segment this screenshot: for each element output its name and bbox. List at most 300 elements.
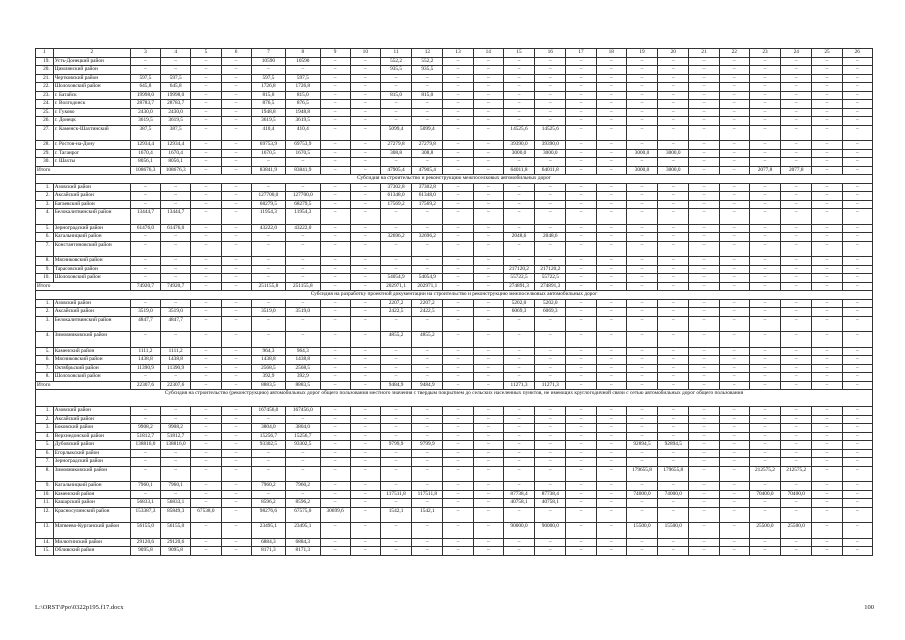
value-cell: 10590 bbox=[251, 57, 285, 66]
column-number: 16 bbox=[535, 49, 566, 58]
value-cell: – bbox=[658, 141, 689, 150]
value-cell: 6884,3 bbox=[286, 538, 320, 547]
value-cell: – bbox=[781, 57, 812, 66]
value-cell: – bbox=[689, 356, 719, 365]
value-cell: – bbox=[320, 125, 350, 141]
value-cell: 3000,0 bbox=[626, 166, 657, 175]
value-cell: – bbox=[473, 373, 503, 382]
value-cell: – bbox=[812, 332, 842, 348]
row-number: 8. bbox=[36, 466, 54, 482]
value-cell: – bbox=[350, 407, 380, 416]
value-cell: – bbox=[191, 482, 221, 491]
value-cell: – bbox=[350, 209, 380, 225]
value-cell: – bbox=[221, 356, 251, 365]
value-cell: – bbox=[596, 265, 626, 274]
value-cell: – bbox=[626, 141, 657, 150]
table-row bbox=[36, 441, 873, 450]
value-cell: – bbox=[781, 373, 812, 382]
value-cell: – bbox=[130, 241, 160, 257]
value-cell: – bbox=[443, 490, 473, 499]
value-cell: – bbox=[221, 523, 251, 539]
value-cell: – bbox=[191, 100, 221, 109]
value-cell: – bbox=[161, 466, 191, 482]
value-cell: – bbox=[812, 158, 842, 167]
value-cell: – bbox=[443, 347, 473, 356]
value-cell: 6884,3 bbox=[251, 538, 285, 547]
value-cell: 4855,2 bbox=[380, 332, 411, 348]
value-cell: – bbox=[443, 257, 473, 266]
district-name: Мясниковский район bbox=[53, 356, 130, 365]
value-cell: – bbox=[473, 441, 503, 450]
value-cell: – bbox=[443, 407, 473, 416]
value-cell: 5202,0 bbox=[535, 299, 566, 308]
value-cell: – bbox=[191, 458, 221, 467]
column-number: 23 bbox=[749, 49, 780, 58]
value-cell: – bbox=[286, 458, 320, 467]
value-cell: – bbox=[191, 74, 221, 83]
value-cell: – bbox=[566, 74, 596, 83]
row-number: 26. bbox=[36, 117, 54, 126]
value-cell: 217120,2 bbox=[503, 265, 534, 274]
value-cell: – bbox=[658, 507, 689, 523]
district-name: Азовский район bbox=[53, 299, 130, 308]
value-cell: – bbox=[842, 547, 872, 556]
value-cell: – bbox=[443, 332, 473, 348]
table-row bbox=[36, 200, 873, 209]
value-cell: – bbox=[443, 91, 473, 100]
value-cell: 55722,5 bbox=[535, 274, 566, 283]
table-row bbox=[36, 183, 873, 192]
value-cell: – bbox=[749, 192, 780, 201]
value-cell: – bbox=[503, 100, 534, 109]
value-cell: 1111,2 bbox=[130, 347, 160, 356]
value-cell: 1670,5 bbox=[286, 149, 320, 158]
value-cell: – bbox=[443, 373, 473, 382]
value-cell: – bbox=[658, 192, 689, 201]
value-cell: – bbox=[503, 83, 534, 92]
value-cell: 1726,8 bbox=[251, 83, 285, 92]
value-cell: – bbox=[191, 265, 221, 274]
value-cell: – bbox=[221, 482, 251, 491]
value-cell: – bbox=[191, 299, 221, 308]
value-cell: – bbox=[812, 91, 842, 100]
value-cell: – bbox=[286, 332, 320, 348]
value-cell: – bbox=[191, 274, 221, 283]
value-cell: – bbox=[130, 57, 160, 66]
district-name: Шолоховский район bbox=[53, 274, 130, 283]
value-cell: 93302,5 bbox=[286, 441, 320, 450]
value-cell: – bbox=[380, 265, 411, 274]
value-cell: – bbox=[443, 66, 473, 75]
value-cell: – bbox=[658, 91, 689, 100]
total-label: Итого bbox=[36, 381, 131, 390]
value-cell: – bbox=[781, 183, 812, 192]
value-cell: – bbox=[566, 458, 596, 467]
value-cell: 70400,0 bbox=[781, 490, 812, 499]
section-title-row bbox=[36, 175, 873, 184]
value-cell: – bbox=[473, 466, 503, 482]
value-cell: – bbox=[350, 108, 380, 117]
value-cell: – bbox=[719, 299, 749, 308]
value-cell: – bbox=[320, 523, 350, 539]
value-cell: – bbox=[842, 183, 872, 192]
value-cell: – bbox=[719, 66, 749, 75]
value-cell: – bbox=[842, 108, 872, 117]
value-cell: – bbox=[191, 547, 221, 556]
value-cell: – bbox=[719, 265, 749, 274]
value-cell: – bbox=[412, 257, 443, 266]
value-cell: – bbox=[626, 482, 657, 491]
value-cell: – bbox=[251, 257, 285, 266]
value-cell: – bbox=[320, 83, 350, 92]
value-cell: – bbox=[503, 356, 534, 365]
column-number: 13 bbox=[443, 49, 473, 58]
value-cell: – bbox=[719, 91, 749, 100]
value-cell: – bbox=[221, 100, 251, 109]
value-cell: – bbox=[130, 192, 160, 201]
value-cell: – bbox=[658, 224, 689, 233]
value-cell: – bbox=[380, 538, 411, 547]
value-cell: – bbox=[191, 141, 221, 150]
value-cell: – bbox=[380, 373, 411, 382]
value-cell: 597,5 bbox=[286, 74, 320, 83]
value-cell: – bbox=[350, 91, 380, 100]
value-cell: 3000,0 bbox=[658, 166, 689, 175]
value-cell: – bbox=[191, 490, 221, 499]
value-cell: – bbox=[473, 83, 503, 92]
value-cell: – bbox=[320, 224, 350, 233]
value-cell: – bbox=[130, 490, 160, 499]
value-cell: – bbox=[535, 117, 566, 126]
value-cell: – bbox=[191, 499, 221, 508]
total-label: Итого bbox=[36, 282, 131, 291]
value-cell: – bbox=[473, 100, 503, 109]
value-cell: – bbox=[286, 466, 320, 482]
value-cell: – bbox=[350, 316, 380, 332]
value-cell: – bbox=[749, 183, 780, 192]
value-cell: – bbox=[689, 91, 719, 100]
district-name: Милютинский район bbox=[53, 538, 130, 547]
value-cell: – bbox=[719, 274, 749, 283]
value-cell: – bbox=[320, 274, 350, 283]
value-cell: – bbox=[503, 547, 534, 556]
value-cell: – bbox=[535, 57, 566, 66]
value-cell: – bbox=[473, 490, 503, 499]
value-cell: – bbox=[596, 299, 626, 308]
value-cell: – bbox=[689, 265, 719, 274]
value-cell: – bbox=[161, 458, 191, 467]
value-cell: – bbox=[626, 241, 657, 257]
value-cell: – bbox=[191, 356, 221, 365]
value-cell: 5099,4 bbox=[412, 125, 443, 141]
value-cell: 202971,1 bbox=[380, 282, 411, 291]
value-cell: – bbox=[535, 74, 566, 83]
value-cell: – bbox=[781, 117, 812, 126]
district-name: Аксайский район bbox=[53, 192, 130, 201]
value-cell: – bbox=[412, 74, 443, 83]
value-cell: 64011,8 bbox=[503, 166, 534, 175]
value-cell: – bbox=[812, 192, 842, 201]
row-number: 7. bbox=[36, 241, 54, 257]
value-cell: – bbox=[535, 83, 566, 92]
value-cell: – bbox=[473, 499, 503, 508]
value-cell: – bbox=[473, 538, 503, 547]
value-cell: 17569,2 bbox=[412, 200, 443, 209]
value-cell: 7960,1 bbox=[130, 482, 160, 491]
value-cell: – bbox=[320, 257, 350, 266]
value-cell: 9484,9 bbox=[380, 381, 411, 390]
table-row bbox=[36, 466, 873, 482]
value-cell: – bbox=[749, 356, 780, 365]
value-cell: – bbox=[658, 209, 689, 225]
value-cell: 54054,9 bbox=[380, 274, 411, 283]
value-cell: – bbox=[658, 241, 689, 257]
value-cell: – bbox=[221, 74, 251, 83]
value-cell: – bbox=[191, 241, 221, 257]
value-cell: – bbox=[443, 458, 473, 467]
value-cell: – bbox=[749, 407, 780, 416]
value-cell: – bbox=[443, 149, 473, 158]
value-cell: – bbox=[443, 364, 473, 373]
value-cell: – bbox=[749, 499, 780, 508]
value-cell: 9908,2 bbox=[130, 424, 160, 433]
value-cell: 815,0 bbox=[286, 91, 320, 100]
value-cell: – bbox=[719, 507, 749, 523]
value-cell: – bbox=[535, 441, 566, 450]
table-row bbox=[36, 482, 873, 491]
value-cell: 43222,0 bbox=[286, 224, 320, 233]
value-cell: – bbox=[473, 332, 503, 348]
column-number: 2 bbox=[53, 49, 130, 58]
value-cell: – bbox=[719, 490, 749, 499]
district-name: Багаевский район bbox=[53, 200, 130, 209]
value-cell: 39390,0 bbox=[535, 141, 566, 150]
value-cell: – bbox=[749, 538, 780, 547]
value-cell: – bbox=[719, 482, 749, 491]
value-cell: – bbox=[566, 158, 596, 167]
value-cell: – bbox=[161, 449, 191, 458]
district-name: Верхнедонской район bbox=[53, 432, 130, 441]
value-cell: – bbox=[130, 407, 160, 416]
value-cell: 108676,3 bbox=[161, 166, 191, 175]
value-cell: 2422,5 bbox=[380, 308, 411, 317]
value-cell: – bbox=[749, 158, 780, 167]
value-cell: – bbox=[689, 200, 719, 209]
value-cell: 8883,5 bbox=[286, 381, 320, 390]
table-row bbox=[36, 347, 873, 356]
value-cell: – bbox=[221, 257, 251, 266]
value-cell: – bbox=[842, 200, 872, 209]
value-cell: 392,9 bbox=[286, 373, 320, 382]
value-cell: – bbox=[221, 141, 251, 150]
value-cell: – bbox=[812, 415, 842, 424]
value-cell: – bbox=[719, 141, 749, 150]
value-cell: 56833,1 bbox=[161, 499, 191, 508]
value-cell: – bbox=[130, 415, 160, 424]
value-cell: – bbox=[443, 415, 473, 424]
value-cell: – bbox=[812, 224, 842, 233]
table-row bbox=[36, 100, 873, 109]
value-cell: – bbox=[320, 91, 350, 100]
value-cell: – bbox=[350, 523, 380, 539]
table-row bbox=[36, 66, 873, 75]
value-cell: – bbox=[473, 200, 503, 209]
row-number: 8. bbox=[36, 373, 54, 382]
value-cell: 61348,0 bbox=[380, 192, 411, 201]
value-cell: – bbox=[535, 332, 566, 348]
value-cell: – bbox=[566, 482, 596, 491]
district-name: Азовский район bbox=[53, 183, 130, 192]
value-cell: – bbox=[842, 166, 872, 175]
value-cell: – bbox=[749, 57, 780, 66]
value-cell: 1670,5 bbox=[251, 149, 285, 158]
value-cell: – bbox=[596, 241, 626, 257]
value-cell: – bbox=[191, 282, 221, 291]
value-cell: – bbox=[412, 265, 443, 274]
value-cell: – bbox=[689, 209, 719, 225]
value-cell: – bbox=[596, 316, 626, 332]
value-cell: – bbox=[251, 158, 285, 167]
value-cell: – bbox=[689, 432, 719, 441]
value-cell: – bbox=[320, 458, 350, 467]
value-cell: – bbox=[596, 308, 626, 317]
value-cell: 11390,9 bbox=[130, 364, 160, 373]
value-cell: – bbox=[719, 117, 749, 126]
value-cell: 9095,8 bbox=[130, 547, 160, 556]
value-cell: – bbox=[473, 166, 503, 175]
value-cell: – bbox=[535, 66, 566, 75]
value-cell: – bbox=[842, 332, 872, 348]
value-cell: – bbox=[380, 466, 411, 482]
value-cell: 90000,0 bbox=[535, 523, 566, 539]
value-cell: – bbox=[412, 373, 443, 382]
value-cell: – bbox=[473, 257, 503, 266]
value-cell: – bbox=[812, 347, 842, 356]
value-cell: – bbox=[412, 100, 443, 109]
value-cell: 56155,0 bbox=[161, 523, 191, 539]
row-number: 5. bbox=[36, 224, 54, 233]
value-cell: – bbox=[443, 356, 473, 365]
value-cell: – bbox=[286, 183, 320, 192]
value-cell: – bbox=[749, 117, 780, 126]
value-cell: – bbox=[689, 158, 719, 167]
value-cell: – bbox=[749, 347, 780, 356]
value-cell: – bbox=[503, 332, 534, 348]
value-cell: 117511,8 bbox=[380, 490, 411, 499]
value-cell: – bbox=[596, 108, 626, 117]
value-cell: – bbox=[689, 332, 719, 348]
value-cell: – bbox=[596, 233, 626, 242]
value-cell: – bbox=[503, 507, 534, 523]
value-cell: – bbox=[350, 66, 380, 75]
value-cell: – bbox=[286, 274, 320, 283]
value-cell: – bbox=[719, 282, 749, 291]
value-cell: – bbox=[221, 373, 251, 382]
value-cell: – bbox=[191, 364, 221, 373]
value-cell: – bbox=[443, 209, 473, 225]
value-cell: – bbox=[473, 141, 503, 150]
value-cell: – bbox=[380, 117, 411, 126]
value-cell: – bbox=[658, 316, 689, 332]
value-cell: – bbox=[191, 57, 221, 66]
value-cell: 9908,2 bbox=[161, 424, 191, 433]
value-cell: – bbox=[719, 466, 749, 482]
value-cell: 935,5 bbox=[412, 66, 443, 75]
value-cell: – bbox=[191, 209, 221, 225]
value-cell: – bbox=[781, 458, 812, 467]
value-cell: – bbox=[781, 233, 812, 242]
column-number: 18 bbox=[596, 49, 626, 58]
value-cell: – bbox=[781, 91, 812, 100]
district-name: Тарасовский район bbox=[53, 265, 130, 274]
value-cell: – bbox=[191, 373, 221, 382]
column-number: 11 bbox=[380, 49, 411, 58]
value-cell: – bbox=[626, 347, 657, 356]
value-cell: – bbox=[473, 57, 503, 66]
value-cell: – bbox=[781, 364, 812, 373]
value-cell: 22307,6 bbox=[161, 381, 191, 390]
value-cell: – bbox=[812, 449, 842, 458]
value-cell: – bbox=[191, 158, 221, 167]
value-cell: – bbox=[812, 364, 842, 373]
table-row bbox=[36, 257, 873, 266]
value-cell: – bbox=[535, 547, 566, 556]
column-number: 9 bbox=[320, 49, 350, 58]
value-cell: 2048,6 bbox=[503, 233, 534, 242]
value-cell: – bbox=[473, 356, 503, 365]
value-cell: – bbox=[473, 507, 503, 523]
value-cell: – bbox=[781, 347, 812, 356]
value-cell: – bbox=[191, 91, 221, 100]
value-cell: – bbox=[320, 299, 350, 308]
table-row bbox=[36, 83, 873, 92]
value-cell: – bbox=[749, 332, 780, 348]
value-cell: – bbox=[842, 308, 872, 317]
value-cell: – bbox=[320, 490, 350, 499]
value-cell: – bbox=[380, 83, 411, 92]
table-row bbox=[36, 265, 873, 274]
value-cell: 22307,6 bbox=[130, 381, 160, 390]
value-cell: – bbox=[781, 224, 812, 233]
value-cell: – bbox=[221, 192, 251, 201]
table-row bbox=[36, 407, 873, 416]
value-cell: – bbox=[566, 415, 596, 424]
value-cell: – bbox=[535, 482, 566, 491]
district-name: Дубовский район bbox=[53, 441, 130, 450]
value-cell: – bbox=[658, 449, 689, 458]
value-cell: – bbox=[781, 381, 812, 390]
value-cell: – bbox=[221, 125, 251, 141]
value-cell: – bbox=[221, 449, 251, 458]
row-number: 6. bbox=[36, 356, 54, 365]
value-cell: – bbox=[842, 347, 872, 356]
value-cell: – bbox=[380, 224, 411, 233]
value-cell: 308,8 bbox=[412, 149, 443, 158]
value-cell: – bbox=[221, 432, 251, 441]
value-cell: – bbox=[596, 523, 626, 539]
value-cell: – bbox=[842, 149, 872, 158]
value-cell: – bbox=[719, 158, 749, 167]
value-cell: 11954,3 bbox=[286, 209, 320, 225]
table-row bbox=[36, 209, 873, 225]
value-cell: – bbox=[130, 458, 160, 467]
table-row bbox=[36, 299, 873, 308]
value-cell: – bbox=[566, 356, 596, 365]
value-cell: – bbox=[626, 57, 657, 66]
value-cell: 87738,4 bbox=[535, 490, 566, 499]
value-cell: – bbox=[689, 441, 719, 450]
value-cell: – bbox=[320, 141, 350, 150]
